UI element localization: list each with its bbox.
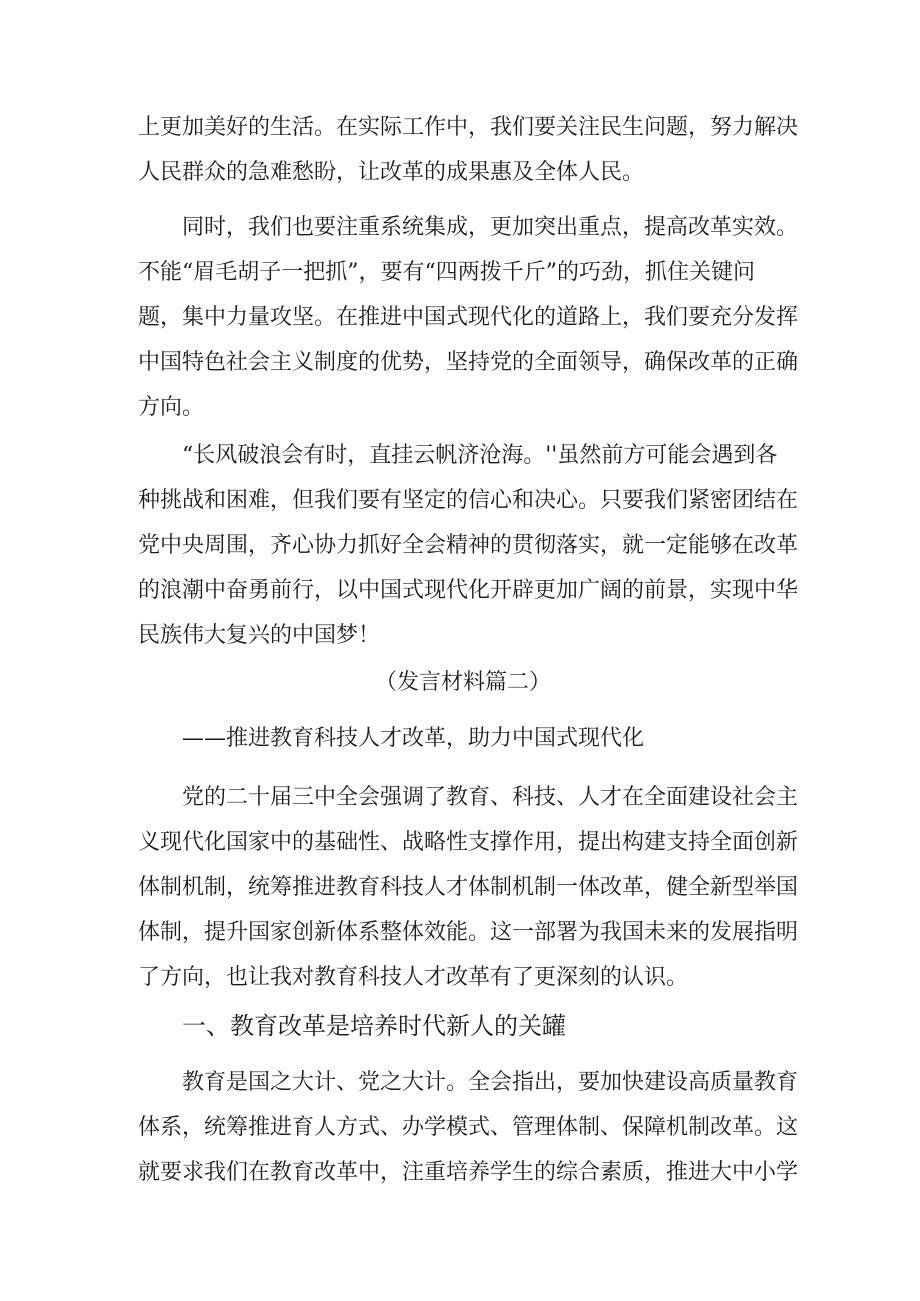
text-line: 民族伟大复兴的中国梦！ — [138, 623, 381, 648]
paragraph-5 — [138, 1060, 799, 1195]
text-line: 体系，统筹推进育人方式、办学模式、管理体制、保障机制改革。这 — [138, 1115, 799, 1140]
heading-1: 一、教育改革是培养时代新人的关罐 — [182, 1012, 566, 1040]
paragraph-4 — [138, 775, 799, 1000]
text-line: 同时，我们也要注重系统集成，更加突出重点，提高改革实效。 — [138, 215, 799, 240]
text-line: 党中央周围，齐心协力抓好全会精神的贯彻落实，就一定能够在改革 — [138, 533, 799, 558]
text-line: 体制机制，统筹推进教育科技人才体制机制一体改革，健全新型举国 — [138, 875, 799, 900]
section-subtitle: ——推进教育科技人才改革，助力中国式现代化 — [182, 726, 645, 751]
text-line: 的浪潮中奋勇前行，以中国式现代化开辟更加广阔的前景，实现中华 — [138, 578, 799, 603]
text-line: 就要求我们在教育改革中，注重培养学生的综合素质，推进大中小学 — [138, 1160, 799, 1185]
text-line: 体制，提升国家创新体系整体效能。这一部署为我国未来的发展指明 — [138, 920, 799, 945]
text-line: 种挑战和困难，但我们要有坚定的信心和决心。只要我们紧密团结在 — [138, 488, 799, 513]
paragraph-3 — [138, 433, 799, 658]
text-line: 人民群众的急难愁盼，让改革的成果惠及全体人民。 — [138, 160, 645, 185]
text-line: “长风破浪会有时，直挂云帆济沧海。''虽然前方可能会遇到各 — [138, 443, 778, 468]
text-line: 中国特色社会主义制度的优势，坚持党的全面领导，确保改革的正确 — [138, 350, 799, 375]
text-line: 了方向，也让我对教育科技人才改革有了更深刻的认识。 — [138, 965, 689, 990]
text-line: 不能“眉毛胡子一把抓”，要有“四两拨千斤”的巧劲，抓住关键问 — [138, 260, 755, 285]
text-line: 教育是国之大计、党之大计。全会指出，要加快建设高质量教育 — [138, 1070, 799, 1095]
text-line: 义现代化国家中的基础性、战略性支撑作用，提出构建支持全面创新 — [138, 830, 799, 855]
text-line: 党的二十届三中全会强调了教育、科技、人才在全面建设社会主 — [138, 785, 799, 810]
section-title: （发言材料篇二） — [374, 670, 551, 695]
paragraph-2 — [138, 205, 799, 430]
text-line: 方向。 — [138, 395, 205, 420]
text-line: 题，集中力量攻坚。在推进中国式现代化的道路上，我们要充分发挥 — [138, 305, 799, 330]
text-line: 上更加美好的生活。在实际工作中，我们要关注民生问题，努力解决 — [138, 115, 799, 140]
paragraph-1 — [138, 105, 799, 195]
